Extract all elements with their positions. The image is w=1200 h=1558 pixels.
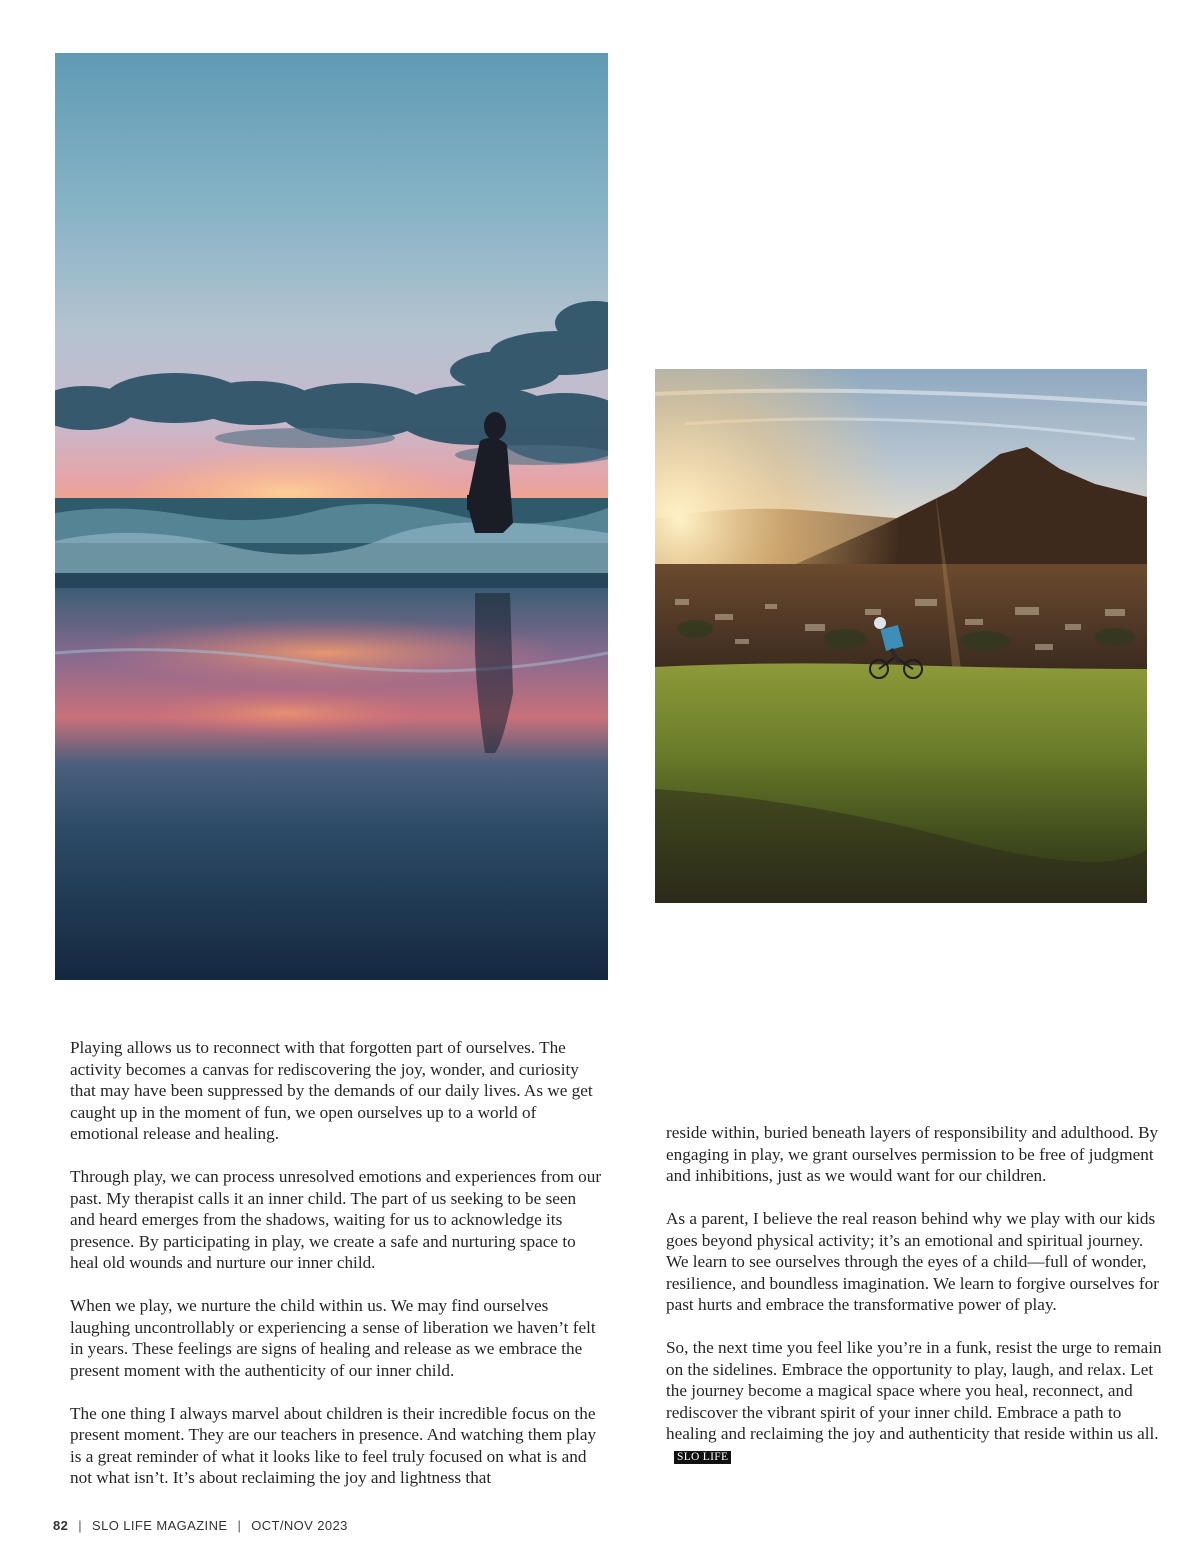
article-right-column [666, 1122, 1162, 1466]
article-left-column [70, 1037, 602, 1489]
page-footer [53, 1518, 348, 1533]
paragraph-conclusion [666, 1337, 1162, 1466]
page-number: 82 [53, 1518, 69, 1533]
publication-name: SLO LIFE MAGAZINE [92, 1518, 228, 1533]
hill-cyclist-photo [655, 369, 1147, 903]
beach-sunset-silhouette-image [55, 53, 608, 980]
paragraph-play-reconnect: Playing allows us to reconnect with that forgotten part of ourselves. The activity becomes a canvas for rediscovering the joy, wonder, and curiosity that may have been suppressed by the demands of our daily lives. As we get caught up in the moment of fun, we open ourselves up to a world of emotional release and healing. [70, 1038, 593, 1143]
paragraph-nurture-child: When we play, we nurture the child within us. We may find ourselves laughing uncontrollably or experiencing a sense of liberation we haven’t felt in years. These feelings are signs of healing and release as we embrace the present moment with the authenticity of our inner child. [70, 1296, 596, 1380]
slo-life-end-mark: SLO LIFE [674, 1451, 731, 1464]
footer-separator-2: | [237, 1518, 242, 1533]
paragraph-reside-within: reside within, buried beneath layers of responsibility and adulthood. By engaging in play, we grant ourselves permission to be free of judgment and inhibitions, just as we would want for our children. [666, 1123, 1159, 1185]
footer-separator: | [78, 1518, 83, 1533]
beach-sunset-photo [55, 53, 608, 980]
issue-date: OCT/NOV 2023 [251, 1518, 348, 1533]
paragraph-process-emotions: Through play, we can process unresolved emotions and experiences from our past. My therapist calls it an inner child. The part of us seeking to be seen and heard emerges from the shadows, waiting for us to acknowledge its presence. By participating in play, we create a safe and nurturing space to heal old wounds and nurture our inner child. [70, 1167, 602, 1272]
conclusion-text: So, the next time you feel like you’re in a funk, resist the urge to remain on the sidelines. Embrace the opportunity to play, laugh, and relax. Let the journey become a magical space where you heal, reconnect, and rediscover the vibrant spirit of your inner child. Embrace a path to healing and reclaiming the joy and authenticity that reside within us all. [666, 1338, 1162, 1443]
paragraph-parent-reason: As a parent, I believe the real reason behind why we play with our kids goes beyond physical activity; it’s an emotional and spiritual journey. We learn to see ourselves through the eyes of a child—full of wonder, resilience, and boundless imagination. We learn to forgive ourselves for past hurts and embrace the transformative power of play. [666, 1209, 1159, 1314]
paragraph-children-focus: The one thing I always marvel about children is their incredible focus on the present moment. They are our teachers in presence. And watching them play is a great reminder of what it looks like to feel truly focused on what is and not what isn’t. It’s about reclaiming the joy and lightness that [70, 1403, 597, 1487]
hillside-cyclist-sunset-image [655, 369, 1147, 903]
